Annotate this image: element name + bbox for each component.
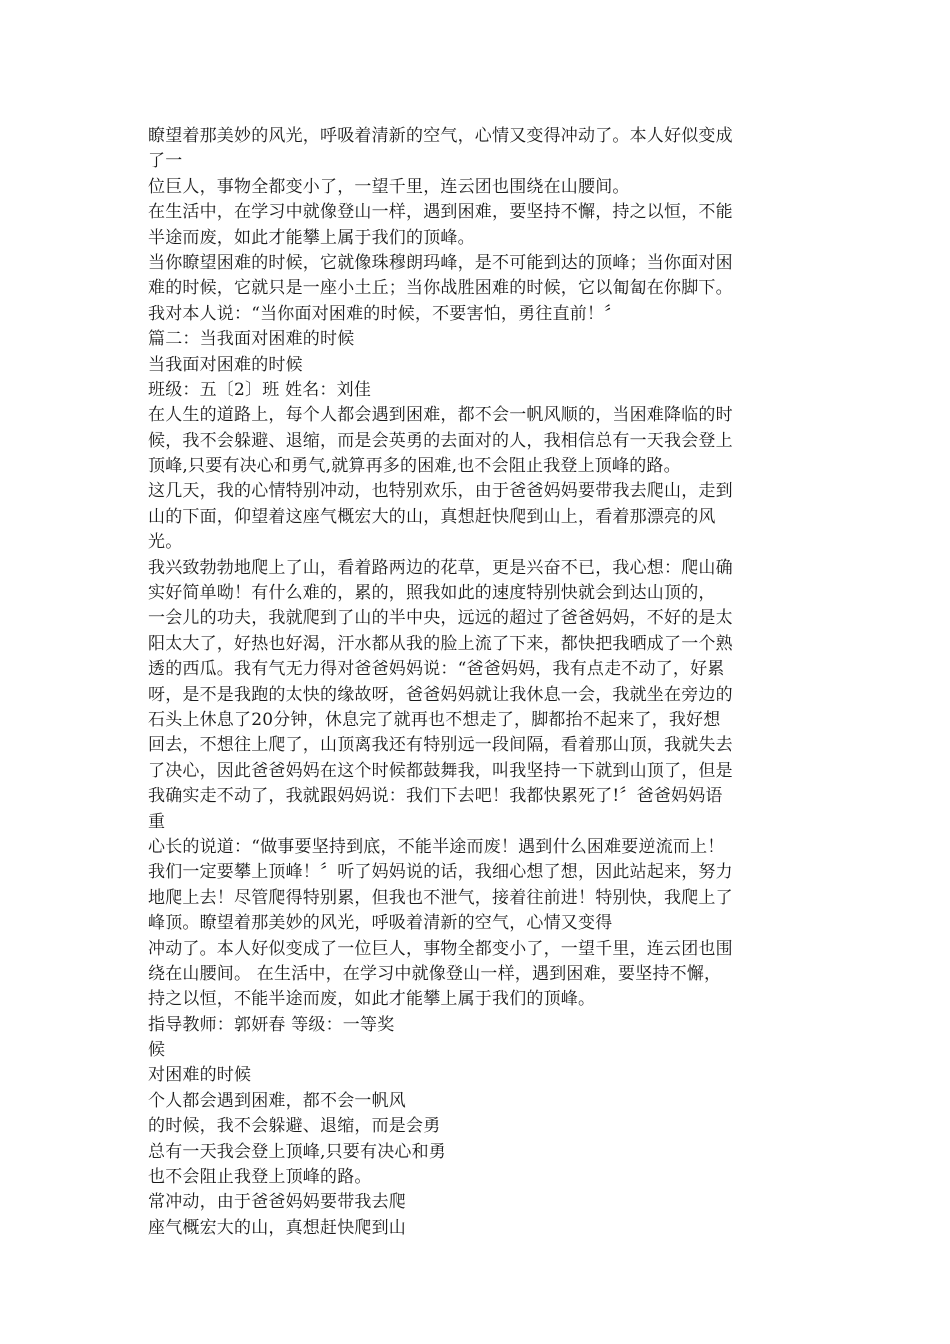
document-page	[148, 124, 808, 1241]
text-line: 我兴致勃勃地爬上了山，看着路两边的花草，更是兴奋不已，我心想：爬山确	[148, 557, 733, 578]
text-line: 冲动了。本人好似变成了一位巨人，事物全都变小了，一望千里，连云团也围	[148, 938, 733, 959]
text-line: 候，我不会躲避、退缩，而是会英勇的去面对的人，我相信总有一天我会登上	[148, 430, 733, 451]
text-line: 回去，不想往上爬了，山顶离我还有特别远一段间隔，看着那山顶，我就失去	[148, 735, 733, 756]
essay-title: 当我面对困难的时候	[148, 354, 303, 375]
text-line: 地爬上去！尽管爬得特别累，但我也不泄气，接着往前进！特别快，我爬上了	[148, 887, 733, 908]
text-line: 山的下面，仰望着这座气概宏大的山，真想赶快爬到山上，看着那漂亮的风	[148, 506, 716, 527]
text-line: 了一	[148, 151, 183, 172]
text-line: 实好简单呦！有什么难的，累的，照我如此的速度特别快就会到达山顶的，	[148, 583, 716, 604]
section-heading: 篇二：当我面对困难的时候	[148, 329, 355, 350]
text-fragment: 对困难的时候	[148, 1065, 252, 1086]
text-line: 阳太大了，好热也好渴，汗水都从我的脸上流了下来，都快把我晒成了一个熟	[148, 633, 733, 654]
text-line: 顶峰,只要有决心和勇气,就算再多的困难,也不会阻止我登上顶峰的路。	[148, 456, 681, 477]
text-line: 呀，是不是我跑的太快的缘故呀，爸爸妈妈就让我休息一会，我就坐在旁边的	[148, 684, 733, 705]
text-line: 难的时候，它就只是一座小土丘；当你战胜困难的时候，它以匍匐在你脚下。	[148, 278, 733, 299]
text-line: 了决心，因此爸爸妈妈在这个时候都鼓舞我，叫我坚持一下就到山顶了，但是	[148, 760, 733, 781]
text-line: 持之以恒，不能半途而废，如此才能攀上属于我们的顶峰。	[148, 989, 596, 1010]
text-line: 光。	[148, 532, 183, 553]
text-line: 绕在山腰间。 在生活中，在学习中就像登山一样，遇到困难，要坚持不懈，	[148, 963, 722, 984]
text-line: 在人生的道路上，每个人都会遇到困难，都不会一帆风顺的，当困难降临的时	[148, 405, 733, 426]
text-line: 瞭望着那美妙的风光，呼吸着清新的空气，心情又变得冲动了。本人好似变成	[148, 126, 733, 146]
text-line: 重	[148, 811, 166, 832]
text-fragment: 个人都会遇到困难，都不会一帆风	[148, 1090, 406, 1111]
text-line: 这几天，我的心情特别冲动，也特别欢乐，由于爸爸妈妈要带我去爬山，走到	[148, 481, 733, 502]
text-line: 在生活中，在学习中就像登山一样，遇到困难，要坚持不懈，持之以恒，不能	[148, 202, 733, 223]
text-line: 我们一定要攀上顶峰！〞听了妈妈说的话，我细心想了想，因此站起来，努力	[148, 862, 733, 883]
text-line: 心长的说道：“做事要坚持到底，不能半途而废！遇到什么困难要逆流而上！	[148, 836, 725, 857]
text-fragment: 座气概宏大的山，真想赶快爬到山	[148, 1217, 406, 1238]
text-line: 位巨人，事物全都变小了，一望千里，连云团也围绕在山腰间。	[148, 176, 630, 197]
text-fragment: 候	[148, 1040, 166, 1061]
text-line: 一会儿的功夫，我就爬到了山的半中央，远远的超过了爸爸妈妈，不好的是太	[148, 608, 733, 629]
text-fragment: 的时候，我不会躲避、退缩，而是会勇	[148, 1116, 441, 1137]
text-fragment: 总有一天我会登上顶峰,只要有决心和勇	[148, 1141, 447, 1162]
text-line: 透的西瓜。我有气无力得对爸爸妈妈说：“爸爸妈妈，我有点走不动了，好累	[148, 659, 725, 680]
text-line: 半途而废，如此才能攀上属于我们的顶峰。	[148, 227, 475, 248]
author-line: 班级：五〔2〕班 姓名：刘佳	[148, 379, 372, 400]
text-fragment: 也不会阻止我登上顶峰的路。	[148, 1167, 372, 1188]
teacher-line: 指导教师：郭妍春 等级：一等奖	[148, 1014, 395, 1035]
text-line: 峰顶。瞭望着那美妙的风光，呼吸着清新的空气，心情又变得	[148, 913, 613, 934]
text-line: 我对本人说：“当你面对困难的时候，不要害怕，勇往直前！〞	[148, 303, 622, 324]
text-line: 当你瞭望困难的时候，它就像珠穆朗玛峰，是不可能到达的顶峰；当你面对困	[148, 252, 733, 273]
text-line: 石头上休息了20分钟，休息完了就再也不想走了，脚都抬不起来了，我好想	[148, 709, 721, 730]
text-fragment: 常冲动，由于爸爸妈妈要带我去爬	[148, 1192, 406, 1213]
text-line: 我确实走不动了，我就跟妈妈说：我们下去吧！我都快累死了!〞爸爸妈妈语	[148, 786, 723, 807]
